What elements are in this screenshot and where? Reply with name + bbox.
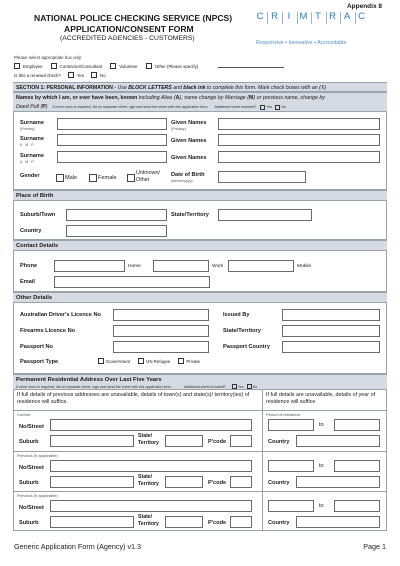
previous-1-country-label: Country bbox=[268, 480, 290, 486]
address-additional-sheet: Additional sheet included? bbox=[183, 384, 226, 389]
contact-header bbox=[13, 240, 387, 251]
address-right-info: If full details are unavailable, details of year of residence will suffice bbox=[266, 392, 376, 405]
surname-3-amp: A M P bbox=[20, 160, 35, 164]
address-sheet-yes-label: Yes bbox=[237, 384, 244, 389]
firearms-label: Firearms Licence No bbox=[20, 328, 76, 334]
contact-title: Contact Details bbox=[16, 243, 59, 249]
logo-tagline: Responsive • Innovative • Accountable bbox=[256, 40, 347, 46]
current-state-input[interactable] bbox=[165, 435, 203, 447]
previous-2-period-to-input[interactable] bbox=[334, 500, 380, 512]
surname-2-amp: A M P bbox=[20, 143, 35, 147]
passport-no-input[interactable] bbox=[113, 341, 209, 353]
names-sheet-no-label: No bbox=[281, 105, 286, 109]
phone-label: Phone bbox=[20, 263, 38, 269]
firearms-input[interactable] bbox=[113, 325, 209, 337]
dob-label: Date of Birth bbox=[171, 172, 205, 178]
appendix-label: Appendix 8 bbox=[346, 3, 382, 10]
passport-unrefugee-checkbox[interactable] bbox=[138, 358, 144, 364]
logo-letter: C bbox=[256, 11, 264, 22]
contractor-checkbox[interactable] bbox=[51, 63, 57, 69]
names-heading: Names by which I am, or ever have been, known including Alias (A), name change by Marriage (M) or previous name, change by bbox=[16, 95, 325, 101]
address-sheet-no-label: No bbox=[252, 384, 258, 389]
previous-1-pcode-input[interactable] bbox=[230, 476, 252, 488]
previous-1-country-input[interactable] bbox=[296, 476, 380, 488]
previous-2-pcode-label: P'code bbox=[208, 520, 227, 526]
other-details-header bbox=[13, 292, 387, 303]
surname-primary-label: Surname bbox=[20, 120, 44, 126]
surname-primary-input[interactable] bbox=[57, 118, 167, 130]
passport-government-checkbox[interactable] bbox=[98, 358, 104, 364]
select-prompt: Please select appropriate box only: bbox=[14, 55, 83, 60]
logo-letter: I bbox=[287, 11, 291, 22]
renewal-no-checkbox[interactable] bbox=[91, 72, 97, 78]
previous-1-label: Previous (If applicable) bbox=[17, 453, 58, 458]
male-checkbox[interactable] bbox=[56, 174, 64, 182]
logo-letter: A bbox=[343, 11, 351, 22]
pob-suburb-label: Suburb/Town bbox=[20, 212, 56, 218]
current-suburb-input[interactable] bbox=[50, 435, 134, 447]
pob-country-label: Country bbox=[20, 228, 42, 234]
current-suburb-label: Suburb bbox=[19, 439, 39, 445]
previous-2-street-label: No/Street bbox=[19, 505, 44, 511]
male-label: Male bbox=[65, 175, 78, 181]
form-title: NATIONAL POLICE CHECKING SERVICE (NPCS) bbox=[34, 13, 233, 23]
given-names-2-label: Given Names bbox=[171, 138, 207, 144]
address-left-info: If full details of previous addresses are unavailable, details of town(s) and state(s)/ territory(ies) of residence will suffice. bbox=[17, 392, 250, 405]
licence-label: Australian Driver's Licence No bbox=[20, 312, 101, 318]
other-details-title: Other Details bbox=[16, 295, 53, 301]
address-column-divider bbox=[262, 390, 263, 531]
surname-2-label: Surname bbox=[20, 136, 44, 142]
issued-by-label: Issued By bbox=[223, 312, 250, 318]
names-sheet-yes-label: Yes bbox=[266, 105, 273, 109]
mobile-phone-input[interactable] bbox=[228, 260, 294, 272]
previous-1-divider bbox=[13, 451, 387, 452]
firearms-state-label: State/Territory bbox=[223, 328, 261, 334]
logo-dividers bbox=[253, 12, 371, 24]
renewal-yes-checkbox[interactable] bbox=[68, 72, 74, 78]
email-input[interactable] bbox=[54, 276, 210, 288]
given-names-primary-sub: (Primary) bbox=[171, 127, 186, 131]
address-sheet-yes-checkbox[interactable] bbox=[232, 384, 237, 389]
employee-checkbox[interactable] bbox=[14, 63, 20, 69]
given-names-3-label: Given Names bbox=[171, 155, 207, 161]
issued-by-input[interactable] bbox=[282, 309, 380, 321]
previous-2-label: Previous (If applicable) bbox=[17, 493, 58, 498]
other-specify-line[interactable] bbox=[218, 67, 284, 68]
current-to-label: to bbox=[319, 422, 324, 428]
previous-1-period-to-input[interactable] bbox=[334, 460, 380, 472]
given-names-primary-label: Given Names bbox=[171, 120, 207, 126]
pob-state-label: State/Territory bbox=[171, 212, 209, 218]
current-country-label: Country bbox=[268, 439, 290, 445]
address-note-row bbox=[16, 384, 257, 389]
form-subtitle-2: (ACCREDITED AGENCIES - CUSTOMERS) bbox=[60, 35, 195, 42]
logo-letter: R bbox=[271, 11, 279, 22]
given-names-primary-input[interactable] bbox=[218, 118, 380, 130]
previous-2-to-label: to bbox=[319, 503, 324, 509]
unknown-label: Unknown/ Other bbox=[136, 170, 160, 183]
current-state-label: State/ Territory bbox=[138, 433, 159, 446]
names-header bbox=[13, 92, 387, 112]
current-street-input[interactable] bbox=[50, 419, 252, 431]
logo-letter: R bbox=[329, 11, 337, 22]
unknown-checkbox[interactable] bbox=[127, 174, 135, 182]
names-additional-sheet: Additional sheet included? bbox=[214, 105, 257, 109]
passport-type-options bbox=[98, 358, 200, 364]
footer-page-number: Page 1 bbox=[363, 542, 386, 551]
previous-1-state-input[interactable] bbox=[165, 476, 203, 488]
pob-state-input[interactable] bbox=[218, 209, 312, 221]
previous-2-pcode-input[interactable] bbox=[230, 516, 252, 528]
current-pcode-label: P'code bbox=[208, 439, 227, 445]
volunteer-label: Volunteer bbox=[119, 63, 138, 69]
section1-title: SECTION 1: PERSONAL INFORMATION - Use BLOCK LETTERS and black ink to complete this form. Mark check boxes with an (X) bbox=[16, 85, 327, 91]
passport-private-checkbox[interactable] bbox=[178, 358, 184, 364]
passport-private-label: Private bbox=[186, 358, 201, 364]
previous-1-street-input[interactable] bbox=[50, 460, 252, 472]
previous-2-street-input[interactable] bbox=[50, 500, 252, 512]
pob-suburb-input[interactable] bbox=[66, 209, 167, 221]
pob-country-input[interactable] bbox=[66, 225, 167, 237]
previous-2-state-input[interactable] bbox=[165, 516, 203, 528]
section1-header bbox=[13, 82, 387, 92]
footer-form-version: Generic Application Form (Agency) v1.3 bbox=[14, 542, 142, 551]
dob-input[interactable] bbox=[218, 171, 306, 183]
address-title: Permanent Residential Address Over Last Five Years bbox=[16, 376, 162, 383]
previous-1-state-label: State/ Territory bbox=[138, 474, 159, 487]
previous-2-state-label: State/ Territory bbox=[138, 514, 159, 527]
passport-type-label: Passport Type bbox=[20, 359, 59, 365]
contractor-label: Contractor/Consultant bbox=[59, 63, 103, 69]
logo-letter: T bbox=[315, 11, 322, 22]
passport-no-label: Passport No bbox=[20, 344, 53, 350]
mobile-label: Mobile bbox=[297, 264, 312, 269]
renewal-question: Is this a renewal check? bbox=[14, 72, 61, 78]
current-divider bbox=[13, 410, 387, 411]
renewal-yes-label: Yes bbox=[76, 72, 85, 78]
current-label: Current bbox=[17, 412, 31, 417]
surname-2-input[interactable] bbox=[57, 134, 167, 146]
form-subtitle: APPLICATION/CONSENT FORM bbox=[64, 24, 194, 34]
work-label: Work bbox=[212, 264, 224, 269]
current-country-input[interactable] bbox=[296, 435, 380, 447]
names-note: If more room is required, list on separate sheet, sign and send the sheet with this application form. bbox=[52, 105, 209, 109]
address-header bbox=[13, 374, 387, 390]
previous-2-period-from-input[interactable] bbox=[268, 500, 314, 512]
previous-1-suburb-label: Suburb bbox=[19, 480, 39, 486]
given-names-3-input[interactable] bbox=[218, 151, 380, 163]
female-label: Female bbox=[98, 175, 117, 181]
current-period-from-input[interactable] bbox=[268, 419, 314, 431]
passport-unrefugee-label: UN Refugee bbox=[146, 358, 171, 364]
logo-letter: M bbox=[299, 11, 308, 22]
previous-2-suburb-input[interactable] bbox=[50, 516, 134, 528]
applicant-type-row bbox=[14, 63, 198, 69]
home-phone-input[interactable] bbox=[54, 260, 125, 272]
current-period-to-input[interactable] bbox=[334, 419, 380, 431]
work-phone-input[interactable] bbox=[153, 260, 209, 272]
previous-1-suburb-input[interactable] bbox=[50, 476, 134, 488]
previous-2-divider bbox=[13, 491, 387, 492]
previous-2-country-input[interactable] bbox=[296, 516, 380, 528]
volunteer-checkbox[interactable] bbox=[110, 63, 116, 69]
current-pcode-input[interactable] bbox=[230, 435, 252, 447]
current-period-label: Period of residence bbox=[266, 412, 301, 417]
names-heading-2: Deed Poll ( P ) If more room is required, list on separate sheet, sign and send the sheet with this application form. Additional sheet included? Yes No bbox=[16, 104, 286, 110]
surname-3-label: Surname bbox=[20, 153, 44, 159]
other-type-label: Other (Please specify) bbox=[154, 63, 199, 69]
licence-input[interactable] bbox=[113, 309, 209, 321]
logo-letter: C bbox=[358, 11, 366, 22]
renewal-no-label: No bbox=[100, 72, 106, 78]
previous-1-to-label: to bbox=[319, 463, 324, 469]
previous-2-suburb-label: Suburb bbox=[19, 520, 39, 526]
given-names-2-input[interactable] bbox=[218, 134, 380, 146]
previous-1-pcode-label: P'code bbox=[208, 480, 227, 486]
place-of-birth-title: Place of Birth bbox=[16, 193, 54, 199]
renewal-row bbox=[14, 72, 106, 78]
address-sheet-no-checkbox[interactable] bbox=[247, 384, 252, 389]
gender-label: Gender bbox=[20, 173, 40, 179]
other-type-checkbox[interactable] bbox=[146, 63, 152, 69]
passport-country-input[interactable] bbox=[282, 341, 380, 353]
employee-label: Employee bbox=[23, 63, 43, 69]
names-sheet-no-checkbox[interactable] bbox=[275, 105, 280, 110]
home-label: Home bbox=[128, 264, 141, 269]
female-checkbox[interactable] bbox=[89, 174, 97, 182]
passport-country-label: Passport Country bbox=[223, 344, 270, 350]
dob-format: (dd/mm/yyyy) bbox=[171, 179, 193, 183]
passport-government-label: Government bbox=[106, 358, 131, 364]
current-street-label: No/Street bbox=[19, 424, 44, 430]
surname-primary-sub: (Primary) bbox=[20, 127, 35, 131]
surname-3-input[interactable] bbox=[57, 151, 167, 163]
previous-2-country-label: Country bbox=[268, 520, 290, 526]
address-note: If more room is required, list on separate sheet, sign and send the sheet with this application form. bbox=[16, 384, 172, 389]
names-sheet-yes-checkbox[interactable] bbox=[260, 105, 265, 110]
email-label: Email bbox=[20, 279, 35, 285]
previous-1-street-label: No/Street bbox=[19, 465, 44, 471]
previous-1-period-from-input[interactable] bbox=[268, 460, 314, 472]
firearms-state-input[interactable] bbox=[282, 325, 380, 337]
place-of-birth-header bbox=[13, 190, 387, 201]
